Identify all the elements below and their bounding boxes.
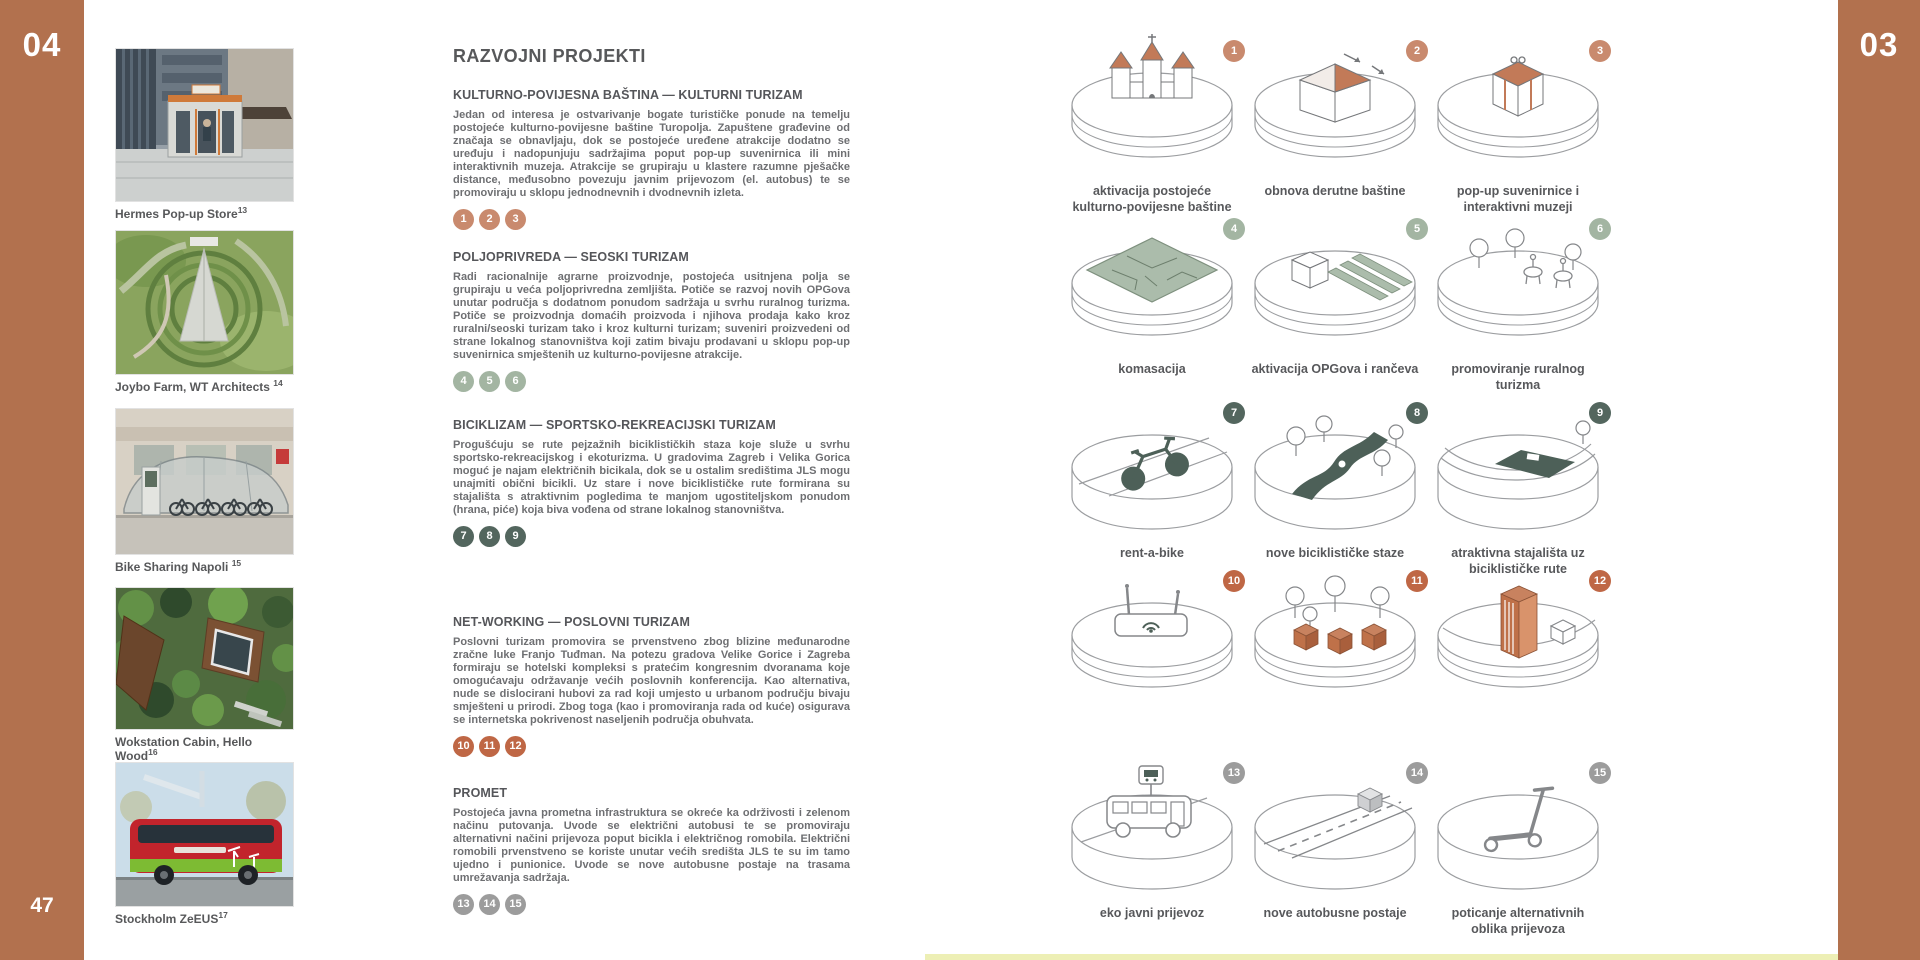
photo-caption: Wokstation Cabin, Hello Wood$^{16}$	[115, 735, 253, 763]
badge-13: 13	[453, 894, 474, 915]
section-networking	[453, 615, 850, 757]
item-8-caption: nove biciklističke staze	[1265, 546, 1405, 560]
grid-item-2	[1240, 30, 1430, 200]
viewpoint-deck-icon	[1423, 392, 1613, 542]
wokstation-cabin-photo	[115, 587, 294, 730]
bike-sharing-napoli-photo	[115, 408, 294, 555]
forest-cabins-icon	[1240, 560, 1430, 710]
item-2-caption: obnova derutne baštine	[1264, 184, 1406, 198]
item-9-badge: 9	[1589, 402, 1611, 424]
office-tower-icon	[1423, 560, 1613, 710]
item-4-caption: komasacija	[1118, 362, 1186, 376]
badge-1: 1	[453, 209, 474, 230]
item-15-badge: 15	[1589, 762, 1611, 784]
badge-6: 6	[505, 371, 526, 392]
section-body: Radi racionalnije agrarne proizvodnje, postojeća usitnjena polja se grupiraju u veća poljoprivredna zemljišta. Potiče se razvoj novih OPGova unutar područja s dodatnom ponudom sadržaja u svrhu ruralnog turizma. Potiče se proizvodnja domaćih proizvoda i njihova prodaja kako kroz ruralni/seoski turizam tako i kroz kulturni turizam; suveniri proizvedeni od strane lokalnog stanovništva koji zatim bivaju prodavani u sklopu pop-up suvenirnica smještenih uz kulturno-povijesne atrakcije.	[453, 271, 850, 361]
grid-item-9	[1423, 392, 1613, 577]
section-body: Jedan od interesa je ostvarivanje bogate turističke ponude na temelju postojeće kulturno-povijesne baštine Turopolja. Zapuštene građevine od značaja se obnavljaju, dok se postojeće uređene atrakcije dodatno se uređuju i nadopunjuju sadržajima poput pop-up suvenirnica ili mini interaktivnih muzeja. Atrakcije se grupiraju u klastere razumne pješačke distance, međusobno povezuju javnim prijevozom (el. autobus) te se promoviraju u sklopu jednodnevnih i dvodnevnih izleta.	[453, 109, 850, 199]
section-body: Progušćuju se rute pejzažnih biciklističkih staza koje služe u svrhu sportsko-rekreacijskog i ekoturizma. U gradovima Zagreb i Velika Gorica moguć je najam električnih bicikala, dok se u ostalim središtima JLS mogu unajmiti obični bicikli. Uz stare i nove biciklističke rute formirana su stajališta s atraktivnim pogledima te manjom ugostiteljskom ponudom (hrana, piće) koja biva vođena od strane lokalnog stanovništva.	[453, 439, 850, 516]
grid-item-15	[1423, 752, 1613, 937]
section-heading: POLJOPRIVREDA — SEOSKI TURIZAM	[453, 250, 689, 264]
item-12-badge: 12	[1589, 570, 1611, 592]
badge-15: 15	[505, 894, 526, 915]
section-badges	[453, 526, 850, 547]
item-3-badge: 3	[1589, 40, 1611, 62]
section-badges	[453, 736, 850, 757]
new-bus-road-icon	[1240, 752, 1430, 902]
item-14-badge: 14	[1406, 762, 1428, 784]
section-cultural-heritage	[453, 88, 850, 230]
item-2-badge: 2	[1406, 40, 1428, 62]
section-badges	[453, 371, 850, 392]
photo-wokstation-cabin	[115, 587, 292, 763]
badge-10: 10	[453, 736, 474, 757]
bike-trail-icon	[1240, 392, 1430, 542]
electric-bus-icon	[1057, 752, 1247, 902]
section-heading: NET-WORKING — POSLOVNI TURIZAM	[453, 615, 691, 629]
heritage-castle-icon	[1057, 30, 1247, 180]
page-title: RAZVOJNI PROJEKTI	[453, 46, 646, 67]
badge-11: 11	[479, 736, 500, 757]
photo-joybo-farm	[115, 230, 292, 394]
grid-item-4	[1057, 208, 1247, 378]
item-13-badge: 13	[1223, 762, 1245, 784]
section-cycling	[453, 418, 850, 547]
section-heading: PROMET	[453, 786, 508, 800]
renovated-house-icon	[1240, 30, 1430, 180]
item-7-caption: rent-a-bike	[1120, 546, 1184, 560]
photo-caption: Bike Sharing Napoli $^{15}$	[115, 558, 242, 574]
item-11-badge: 11	[1406, 570, 1428, 592]
bottom-accent-strip	[925, 954, 1838, 960]
photo-hermes-popup-store	[115, 48, 292, 221]
item-10-badge: 10	[1223, 570, 1245, 592]
grid-item-11	[1240, 560, 1430, 714]
item-6-caption: promoviranje ruralnog turizma	[1451, 362, 1585, 392]
grid-item-1	[1057, 30, 1247, 215]
item-5-badge: 5	[1406, 218, 1428, 240]
grid-item-14	[1240, 752, 1430, 922]
popup-shop-icon	[1423, 30, 1613, 180]
wifi-router-icon	[1057, 560, 1247, 710]
stockholm-zeeus-photo	[115, 762, 294, 907]
grid-item-5	[1240, 208, 1430, 378]
bicycle-icon	[1057, 392, 1247, 542]
badge-4: 4	[453, 371, 474, 392]
grid-item-10	[1057, 560, 1247, 714]
photo-caption: Hermes Pop-up Store$^{13}$	[115, 205, 248, 221]
item-6-badge: 6	[1589, 218, 1611, 240]
item-8-badge: 8	[1406, 402, 1428, 424]
badge-14: 14	[479, 894, 500, 915]
badge-9: 9	[505, 526, 526, 547]
item-9-caption: atraktivna stajališta uz biciklističke rute	[1451, 546, 1585, 576]
section-badges	[453, 209, 850, 230]
section-body: Postojeća javna prometna infrastruktura se okreće ka održivosti i zelenom načinu putovanja. Uvode se električni autobusi te se promoviraju alternativni načini prijevoza poput bicikla i električnog romobila. Električni romobili prvenstveno se koriste unutar većih središta JLS te su im tamo ujedno i punionice. Uvode se nove autobusne postaje na trasama umrežavanja sadržaja.	[453, 807, 850, 884]
grid-item-12	[1423, 560, 1613, 714]
photo-caption: Stockholm ZeEUS$^{17}$	[115, 910, 228, 926]
left-page-edge-bar	[0, 0, 84, 960]
badge-12: 12	[505, 736, 526, 757]
section-heading: BICIKLIZAM — SPORTSKO-REKREACIJSKI TURIZAM	[453, 418, 776, 432]
badge-2: 2	[479, 209, 500, 230]
section-agriculture	[453, 250, 850, 392]
hermes-popup-store-photo	[115, 48, 294, 202]
right-page-edge-bar	[1838, 0, 1920, 960]
item-1-badge: 1	[1223, 40, 1245, 62]
chapter-number-right: 03	[1859, 26, 1899, 63]
grid-item-8	[1240, 392, 1430, 562]
grid-item-6	[1423, 208, 1613, 393]
section-badges	[453, 894, 850, 915]
item-7-badge: 7	[1223, 402, 1245, 424]
photo-stockholm-zeeus-bus	[115, 762, 292, 926]
badge-7: 7	[453, 526, 474, 547]
item-5-caption: aktivacija OPGova i rančeva	[1251, 362, 1419, 376]
page-number: 47	[30, 894, 54, 917]
grid-item-3	[1423, 30, 1613, 215]
section-body: Poslovni turizam promovira se prvenstveno zbog blizine međunarodne zračne luke Franjo Tuđman. Na potezu gradova Velike Gorice i Zagreba formiraju se hotelski kompleksi s pratećim kongresnim dvoranama koje omogućavaju održavanje većih poslovnih konferencija. Kao alternativa, nude se dislocirani hubovi za rad koji umjesto u urbanom području bivaju smješteni u prirodi. Zbog toga (kao i promoviranja rada od kuće) osigurava se internetska pokrivenost naseljenih područja obuhvata.	[453, 636, 850, 726]
joybo-farm-photo	[115, 230, 294, 375]
land-consolidation-icon	[1057, 208, 1247, 358]
photo-caption: Joybo Farm, WT Architects $^{14}$	[115, 378, 283, 394]
item-14-caption: nove autobusne postaje	[1263, 906, 1407, 920]
item-4-badge: 4	[1223, 218, 1245, 240]
item-15-caption: poticanje alternativnih oblika prijevoza	[1451, 906, 1585, 936]
chapter-number-left: 04	[22, 26, 62, 63]
grid-item-13	[1057, 752, 1247, 922]
badge-3: 3	[505, 209, 526, 230]
section-heading: KULTURNO-POVIJESNA BAŠTINA — KULTURNI TURIZAM	[453, 88, 803, 102]
grid-item-7	[1057, 392, 1247, 562]
item-1-caption: aktivacija postojeće kulturno-povijesne baštine	[1072, 184, 1232, 214]
item-13-caption: eko javni prijevoz	[1099, 906, 1205, 920]
item-3-caption: pop-up suvenirnice i interaktivni muzeji	[1456, 184, 1580, 214]
badge-8: 8	[479, 526, 500, 547]
kick-scooter-icon	[1423, 752, 1613, 902]
farm-fields-icon	[1240, 208, 1430, 358]
horse-riders-icon	[1423, 208, 1613, 358]
badge-5: 5	[479, 371, 500, 392]
photo-bike-sharing-napoli	[115, 408, 292, 574]
section-transport	[453, 786, 850, 915]
